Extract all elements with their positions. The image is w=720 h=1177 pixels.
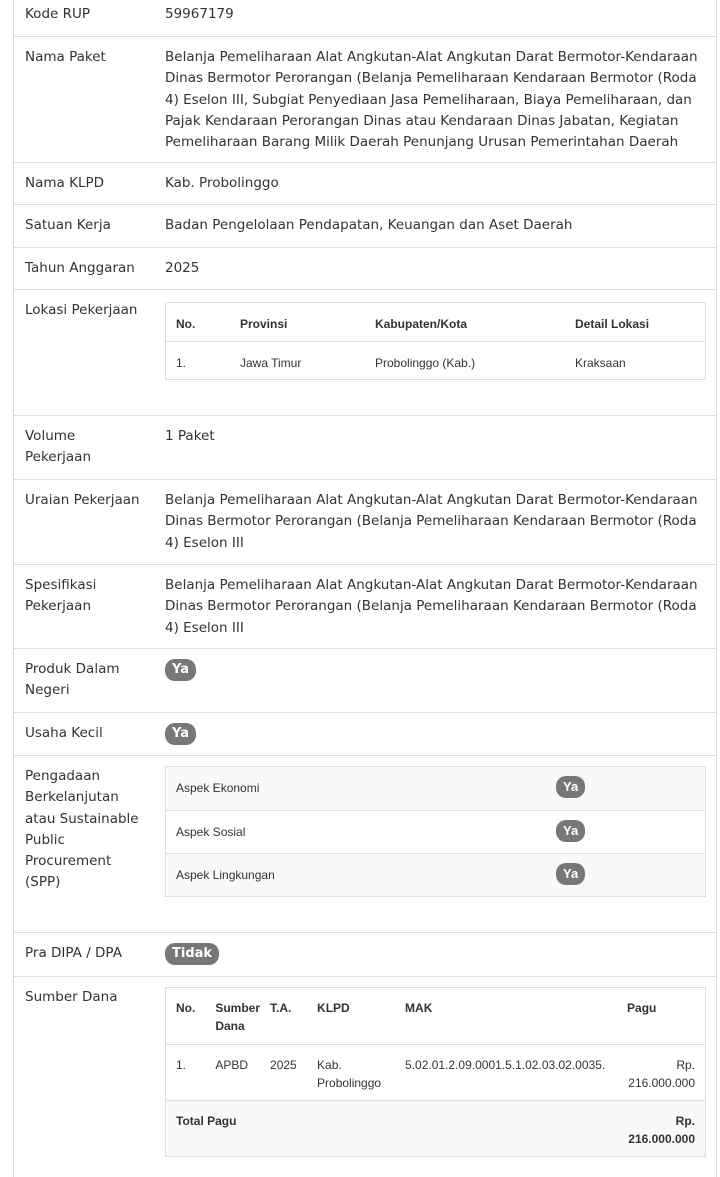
spp-aspek-sosial: Aspek Sosial [166, 810, 546, 853]
dana-cell-no: 1. [166, 1044, 205, 1100]
dana-th-no: No. [176, 1001, 196, 1015]
spp-cell-sosial [546, 810, 705, 853]
label-spesifikasi-pekerjaan: Spesifikasi Pekerjaan [25, 577, 97, 615]
label-uraian-pekerjaan: Uraian Pekerjaan [25, 492, 140, 508]
label-pra-dipa: Pra DIPA / DPA [25, 945, 122, 961]
value-nama-paket: Belanja Pemeliharaan Alat Angkutan-Alat Angkutan Darat Bermotor-Kendaraan Dinas Bermotor Perorangan (Belanja Pemeliharaan Kendaraan Bermotor (Roda 4) Eselon III, Subgiat Penyediaan Jasa Pemeliharaan, Biaya Pemeliharaan, dan Pajak Kendaraan Perorangan Dinas atau Kendaraan Dinas Jabatan, Kegiatan Pemeliharaan Barang Milik Daerah Penunjang Urusan Pemerintahan Daerah [165, 49, 698, 151]
dana-total-row [166, 1100, 705, 1156]
dana-th-mak: MAK [405, 1001, 433, 1015]
lokasi-cell-detail: Kraksaan [565, 341, 705, 379]
table-row [166, 767, 705, 810]
row-spp [14, 756, 716, 933]
value-pra-dipa [144, 933, 716, 976]
value-satuan-kerja: Badan Pengelolaan Pendapatan, Keuangan dan Aset Daerah [165, 217, 573, 233]
lokasi-header-row [166, 303, 705, 341]
dana-th-klpd: KLPD [317, 1001, 350, 1015]
value-volume-pekerjaan: 1 Paket [165, 428, 215, 444]
value-tahun-anggaran: 2025 [165, 260, 200, 276]
dana-cell-klpd: Kab. Probolinggo [307, 1044, 395, 1100]
spp-cell-ekonomi [546, 767, 705, 810]
label-nama-klpd: Nama KLPD [25, 175, 104, 191]
value-uraian-pekerjaan: Belanja Pemeliharaan Alat Angkutan-Alat Angkutan Darat Bermotor-Kendaraan Dinas Bermotor Perorangan (Belanja Pemeliharaan Kendaraan Bermotor (Roda 4) Eselon III [165, 492, 698, 551]
value-spesifikasi-pekerjaan: Belanja Pemeliharaan Alat Angkutan-Alat Angkutan Darat Bermotor-Kendaraan Dinas Bermotor Perorangan (Belanja Pemeliharaan Kendaraan Bermotor (Roda 4) Eselon III [165, 577, 698, 636]
label-nama-paket: Nama Paket [25, 49, 106, 65]
label-tahun-anggaran: Tahun Anggaran [25, 260, 135, 276]
row-usaha-kecil [14, 713, 716, 756]
row-kode-rup [14, 0, 716, 37]
table-row [166, 810, 705, 853]
label-spp: Pengadaan Berkelanjutan atau Sustainable Public Procurement (SPP) [25, 768, 139, 891]
dana-header-row [166, 988, 705, 1044]
lokasi-th-no: No. [176, 317, 196, 331]
label-satuan-kerja: Satuan Kerja [25, 217, 111, 233]
dana-cell-mak: 5.02.01.2.09.0001.5.1.02.03.02.0035. [395, 1044, 617, 1100]
spp-table [165, 766, 706, 897]
lokasi-th-detail: Detail Lokasi [575, 317, 650, 331]
label-lokasi-pekerjaan: Lokasi Pekerjaan [25, 302, 138, 318]
row-volume-pekerjaan [14, 416, 716, 480]
spp-cell-lingkungan [546, 853, 705, 896]
table-row [166, 1044, 705, 1100]
dana-th-ta: T.A. [270, 1001, 292, 1015]
value-kode-rup: 59967179 [165, 6, 234, 22]
value-produk-dalam-negeri [144, 649, 716, 712]
spp-aspek-lingkungan: Aspek Lingkungan [166, 853, 546, 896]
lokasi-container [144, 290, 716, 415]
table-row [166, 341, 705, 379]
row-lokasi-pekerjaan [14, 290, 716, 416]
status-badge: Ya [165, 723, 196, 745]
dana-cell-ta: 2025 [260, 1044, 307, 1100]
row-pra-dipa [14, 933, 716, 977]
row-sumber-dana [14, 977, 716, 1177]
label-sumber-dana: Sumber Dana [25, 989, 118, 1005]
status-badge: Ya [556, 863, 585, 885]
row-spesifikasi-pekerjaan [14, 565, 716, 649]
row-uraian-pekerjaan [14, 480, 716, 565]
status-badge: Tidak [165, 943, 219, 965]
dana-th-sumber: Sumber Dana [215, 1001, 261, 1033]
dana-cell-pagu: Rp. 216.000.000 [617, 1044, 705, 1100]
row-produk-dalam-negeri [14, 649, 716, 713]
status-badge: Ya [556, 776, 585, 798]
table-row [166, 853, 705, 896]
dana-cell-sumber: APBD [205, 1044, 260, 1100]
label-volume-pekerjaan: Volume Pekerjaan [25, 428, 92, 466]
value-nama-klpd: Kab. Probolinggo [165, 175, 279, 191]
lokasi-cell-no: 1. [166, 341, 230, 379]
dana-total-value: Rp. 216.000.000 [617, 1100, 705, 1156]
sumber-dana-container [144, 977, 716, 1177]
dana-th-pagu: Pagu [627, 1001, 657, 1015]
lokasi-th-kabupaten: Kabupaten/Kota [375, 317, 468, 331]
lokasi-table [165, 302, 706, 380]
spp-container [144, 756, 716, 932]
label-produk-dalam-negeri: Produk Dalam Negeri [25, 661, 120, 699]
label-kode-rup: Kode RUP [25, 6, 91, 22]
row-nama-klpd [14, 163, 716, 205]
status-badge: Ya [165, 659, 196, 681]
label-usaha-kecil: Usaha Kecil [25, 725, 103, 741]
paket-detail-table [13, 0, 717, 1177]
row-nama-paket [14, 37, 716, 163]
dana-total-label: Total Pagu [166, 1100, 617, 1156]
lokasi-th-provinsi: Provinsi [240, 317, 288, 331]
spp-aspek-ekonomi: Aspek Ekonomi [176, 781, 260, 795]
lokasi-cell-provinsi: Jawa Timur [230, 341, 365, 379]
row-tahun-anggaran [14, 248, 716, 290]
status-badge: Ya [556, 820, 585, 842]
sumber-dana-table [165, 987, 706, 1157]
lokasi-cell-kabupaten: Probolinggo (Kab.) [365, 341, 565, 379]
row-satuan-kerja [14, 205, 716, 248]
value-usaha-kecil [144, 713, 716, 755]
